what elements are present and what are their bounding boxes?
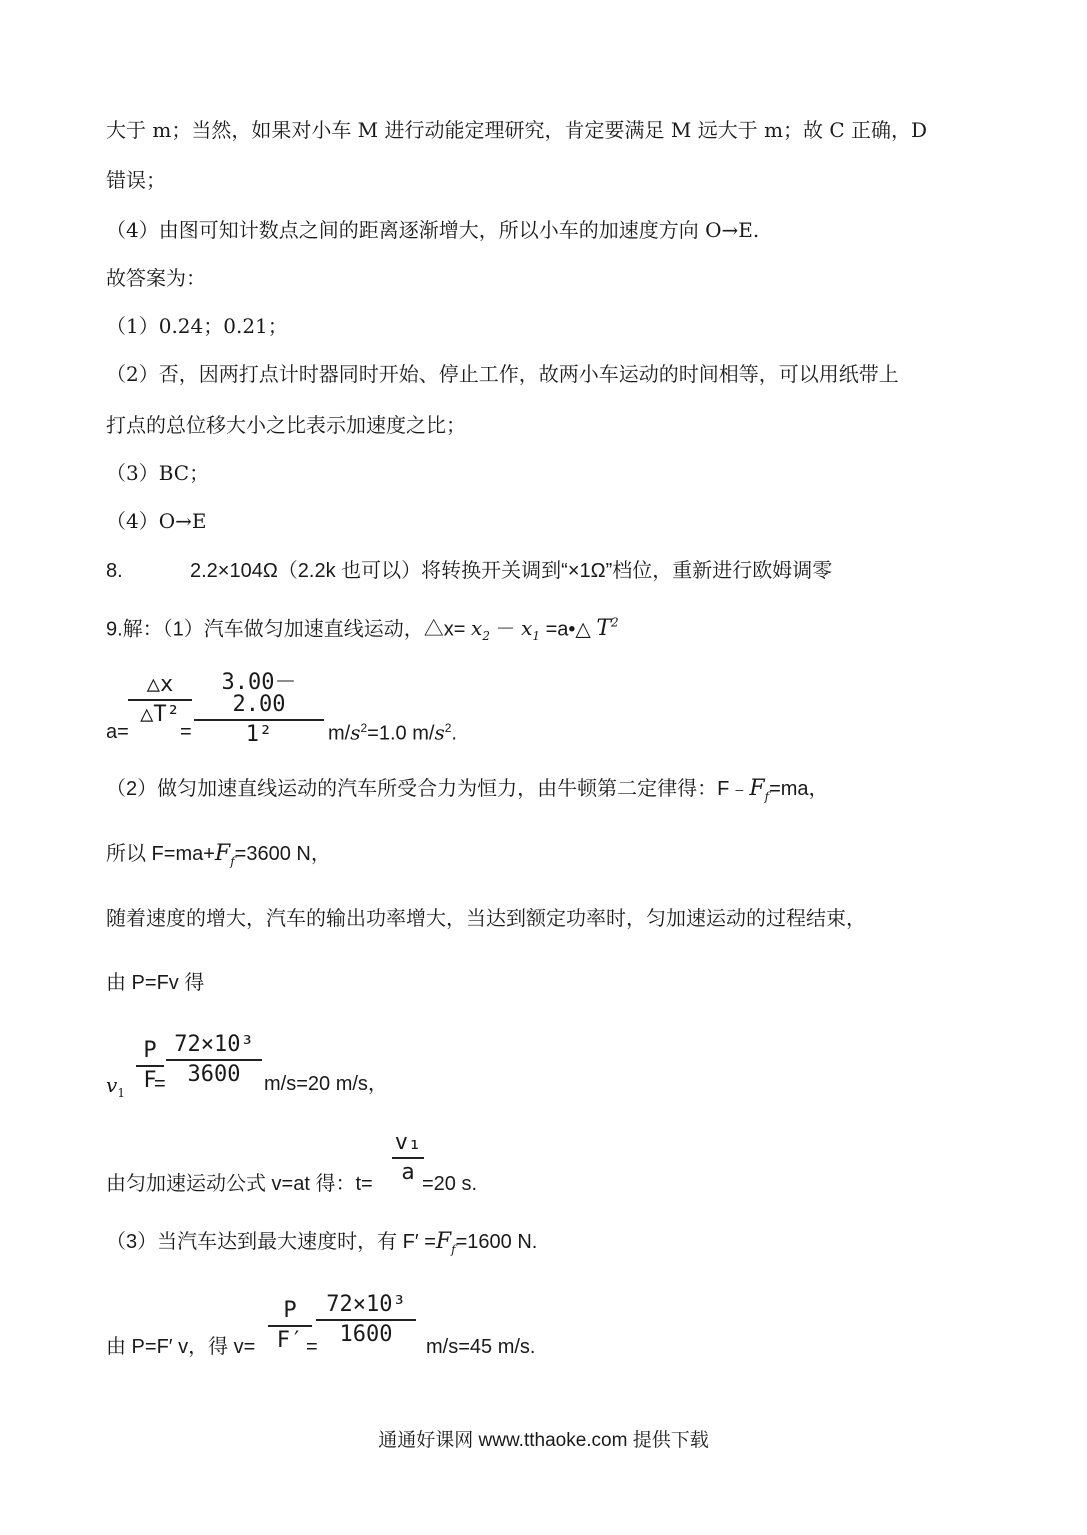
text-line: （2）否，因两打点计时器同时开始、停止工作，故两小车运动的时间相等，可以用纸带上 [106, 362, 899, 386]
fraction-P-over-F: P F [136, 1040, 164, 1092]
fraction-v1-over-a: v₁ a [392, 1132, 424, 1184]
answer-8-text: 2.2×104Ω（2.2k 也可以）将转换开关调到“×1Ω”档位，重新进行欧姆调零 [190, 560, 833, 582]
fraction-P-over-F-prime: P F′ [268, 1300, 312, 1352]
text-line: （3）BC； [106, 461, 210, 485]
force-result-line: 所以 $F=ma+F_f=3600$ N， [106, 841, 331, 869]
equation-mid: =a•△ [545, 618, 591, 641]
text-line: 打点的总位移大小之比表示加速度之比； [106, 413, 466, 437]
solution-9-line [106, 617, 619, 642]
text-line: （1）0.24；0.21； [106, 314, 288, 338]
text-line: 错误； [106, 168, 166, 192]
newton-second-law-line: （2）做匀加速直线运动的汽车所受合力为恒力，由牛顿第二定律得：$F﹣F_f=ma$， [106, 776, 829, 804]
v1-result: m/s=20 m/s， [264, 1073, 388, 1095]
var-v1: $v_1$ [106, 1073, 125, 1100]
text-line: 随着速度的增大，汽车的输出功率增大，当达到额定功率时，匀加速运动的过程结束， [106, 906, 866, 930]
time-result: =20 s. [422, 1173, 478, 1195]
text-line: 由 P=Fv 得 [106, 972, 205, 994]
label-a: a= [106, 721, 129, 743]
answer-8-number: 8. [106, 560, 123, 582]
max-speed-formula-intro: 由 P=F′ v，得 v= [106, 1336, 256, 1358]
fraction-vmax-values: 72×10³ 1600 [316, 1294, 416, 1346]
fraction-delta-x-over-T2: △x △T² [128, 674, 192, 726]
var-x2: $x_2$ [471, 616, 490, 644]
text-line: 故答案为： [106, 266, 206, 290]
equals-sign: = [154, 1073, 166, 1095]
equals-sign: = [180, 721, 192, 743]
equals-sign: = [306, 1336, 318, 1358]
solution-9-intro: 9.解：（1）汽车做匀加速直线运动，△x= [106, 618, 466, 641]
var-x1: $x_1$ [521, 616, 541, 644]
minus-sign: － [495, 618, 516, 641]
fraction-v1-values: 72×10³ 3600 [166, 1034, 262, 1086]
text-line: 大于 m；当然，如果对小车 M 进行动能定理研究，肯定要满足 M 远大于 m；故 C 正确，D [106, 118, 928, 142]
max-speed-line: （3）当汽车达到最大速度时，有 $F' =F_f=1600$ N. [106, 1229, 538, 1257]
time-formula-intro: 由匀加速运动公式 v=at 得：t= [106, 1173, 373, 1195]
var-T-squared: $T^2$ [596, 616, 619, 642]
acceleration-result: $m/s^2=1.0$ $m/s^2$. [328, 720, 457, 745]
fraction-acceleration-values: 3.00－2.00 1² [194, 672, 324, 746]
max-speed-result: m/s=45 m/s. [426, 1336, 536, 1358]
text-line: （4）由图可知计数点之间的距离逐渐增大，所以小车的加速度方向 O→E. [106, 218, 760, 242]
page-footer: 通通好课网 www.tthaoke.com 提供下载 [378, 1430, 709, 1451]
text-line: （4）O→E [106, 509, 207, 533]
